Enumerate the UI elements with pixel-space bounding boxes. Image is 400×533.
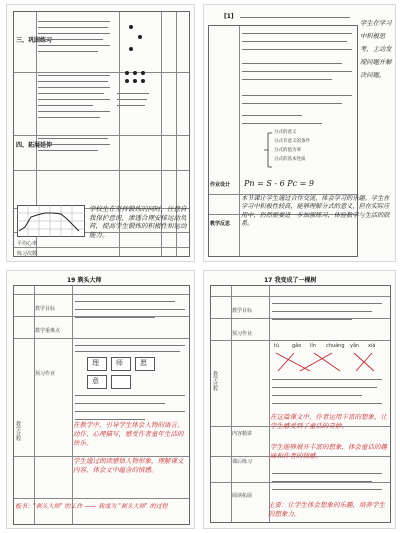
formation-dot [129, 25, 133, 29]
formation-dot [129, 47, 133, 51]
pinyin-word: tù [274, 343, 280, 349]
heart-rate-chart [17, 205, 85, 237]
row-label: 教学过程 [15, 421, 21, 441]
lesson-plan-page-19 [6, 270, 195, 529]
row-label: 课后练习 [232, 459, 253, 465]
handwritten-side-note: 学生在学习中积极思考，主动发现问题并解决问题。 [360, 20, 392, 79]
formation-dot [133, 71, 137, 75]
row-label: 教学目标 [35, 306, 56, 312]
red-matching-lines [270, 351, 386, 375]
lesson-plan-page-pe [6, 4, 195, 262]
formation-dot [141, 79, 145, 83]
char-box: 愿 [140, 359, 147, 367]
row-label: 预习作业 [232, 331, 253, 337]
row-label: 预习作业 [35, 371, 56, 377]
lesson-plan-page-17 [203, 270, 396, 529]
formation-dot [138, 35, 142, 39]
red-annotation: 学生能够展开丰富的想象，体会童话的趣味和作者的情感。 [270, 443, 387, 460]
lesson-title: 17 我变成了一棵树 [264, 277, 317, 284]
red-annotation: 在这篇课文中，作者运用丰富的想象，让学生感受到了童话的奇妙。 [270, 413, 387, 430]
table-grid [210, 285, 391, 523]
formula-title: [1] [224, 13, 234, 20]
pinyin-word: chuáng [326, 343, 345, 349]
formation-dot [125, 79, 129, 83]
formation-dot [141, 71, 145, 75]
lesson-plan-page-math [203, 4, 396, 262]
bracket-item: 分式的意义 [274, 130, 297, 135]
row-label: 教学目标 [232, 308, 253, 314]
table-grid [13, 285, 190, 525]
reflect-label: 教学反思 [210, 221, 231, 227]
char-box: 师 [116, 359, 123, 367]
section-label-practice: 三、巩固练习 [16, 37, 53, 44]
row-label: 教学重难点 [35, 328, 61, 334]
section-label-extend: 四、拓展延伸 [16, 142, 53, 149]
chart-label: 平均心率 [17, 241, 38, 247]
pinyin-word: lín [310, 343, 316, 349]
pinyin-word: xiá [368, 343, 376, 349]
row-label: 教学过程 [212, 371, 218, 391]
red-annotation: 学生通过朗读感悟人物形象，理解课文内容，体会文中蕴含的情感。 [73, 457, 184, 474]
pinyin-word: yǎn [350, 343, 360, 349]
handwritten-formula: Pn = S - 6 Pc = 9 [244, 179, 314, 188]
handwritten-reflection: 本节课让学生通过合作交流，体会学习的乐趣。学生在学习中积极性较高，能够理解分式的意义，但在实际应用中，仍然需要进一步加强练习，体验数学与生活的联系。 [241, 195, 390, 227]
red-bottom-note: 主要：让学生体会想象的乐趣，培养学生的想象力。 [268, 501, 385, 518]
bracket-item: 分式的基本性质 [274, 157, 306, 162]
row-label: 内容精讲 [232, 431, 253, 437]
char-box: 意 [92, 377, 99, 385]
formation-dot [133, 79, 137, 83]
row-label: 阅读拓展 [232, 493, 253, 499]
pinyin-word: gǎo [292, 343, 302, 349]
red-annotation: 在教学中，引导学生体会人物的语言、动作、心理描写，感受作者童年生活的快乐。 [73, 421, 184, 447]
bracket-item: 分式的值为零 [274, 148, 301, 153]
handwritten-note: 学校生在坚持锻炼的同时，注意自我保护意识，渗透合理安排运动负荷，提高学生锻炼的积极性和运动能力。 [89, 205, 187, 239]
record-label: 练习次数 [17, 251, 38, 257]
lesson-title: 19 剃头大师 [67, 277, 102, 284]
formation-dot [125, 71, 129, 75]
char-box: 理 [92, 359, 99, 367]
red-footer-note: 板书："剃头大师" 的工作 —— 我成为 "剃头大师" 的过程 [15, 503, 168, 510]
bracket-item: 分式有意义的条件 [274, 139, 310, 144]
design-label: 作业设计 [210, 182, 231, 188]
